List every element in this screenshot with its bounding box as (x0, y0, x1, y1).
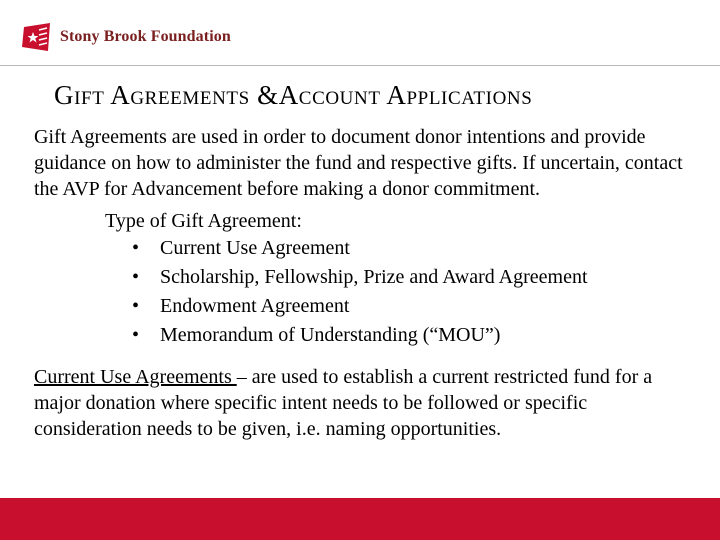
slide-body (34, 124, 694, 442)
current-use-text: – are used to establish a current restricted fund for a major donation where specific intent needs to be followed or specific consideration needs to be given, i.e. naming opportunities. (34, 366, 653, 440)
list-item-text: Current Use Agreement (160, 237, 350, 259)
current-use-paragraph (34, 364, 694, 442)
slide-title: Gift Agreements &Account Applications (54, 80, 533, 110)
list-item (128, 321, 694, 350)
agreement-types-label: Type of Gift Agreement: (105, 210, 302, 232)
bullet-icon: • (132, 266, 140, 288)
agreement-types-list (128, 234, 694, 350)
stony-brook-flag-icon (22, 23, 52, 51)
brand-logo (22, 22, 231, 52)
intro-paragraph: Gift Agreements are used in order to document donor intentions and provide guidance on how to administer the fund and respective gifts. If uncertain, contact the AVP for Advancement before making a donor commitment. (34, 126, 683, 200)
footer-bar (0, 498, 720, 540)
header-divider (0, 65, 720, 66)
list-item (128, 263, 694, 292)
brand-name: Stony Brook Foundation (60, 28, 231, 45)
list-item-text: Scholarship, Fellowship, Prize and Award Agreement (160, 266, 588, 288)
bullet-icon: • (132, 324, 140, 346)
list-item-text: Endowment Agreement (160, 295, 350, 317)
bullet-icon: • (132, 237, 140, 259)
list-item-text: Memorandum of Understanding (“MOU”) (160, 324, 501, 346)
list-item (128, 234, 694, 263)
bullet-icon: • (132, 295, 140, 317)
current-use-term: Current Use Agreements (34, 366, 237, 388)
list-item (128, 292, 694, 321)
